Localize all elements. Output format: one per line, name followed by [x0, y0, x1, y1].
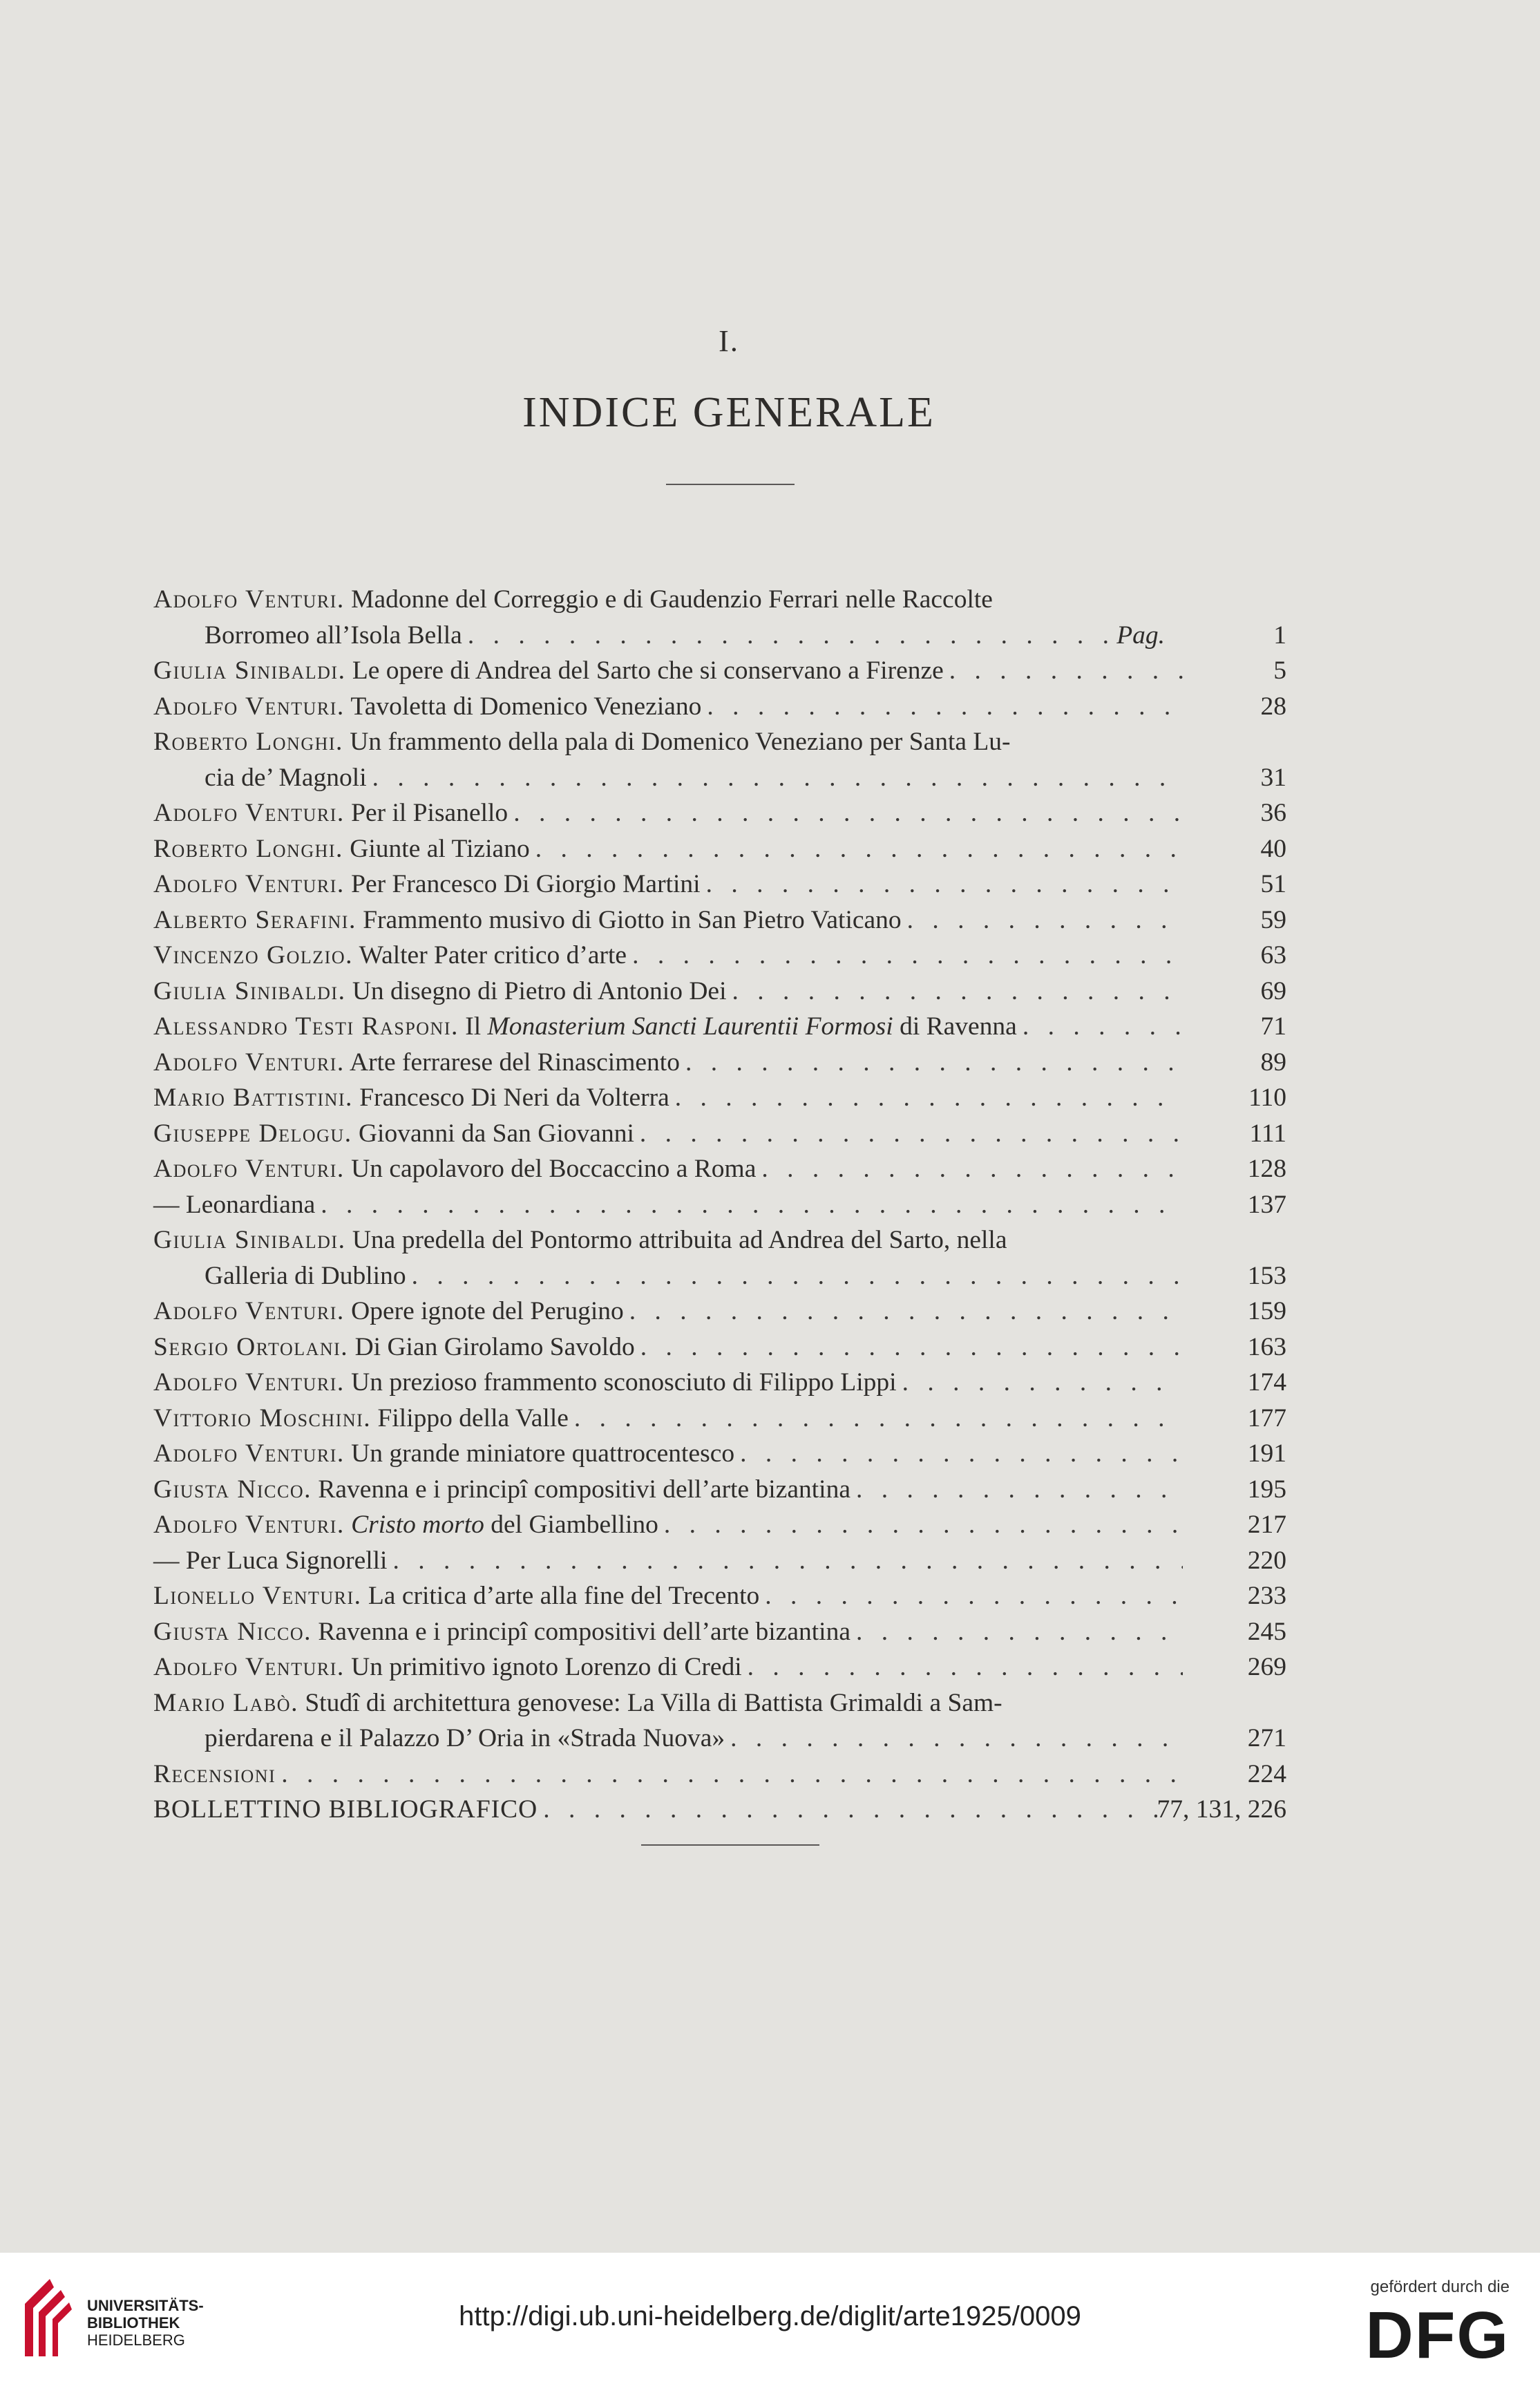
- toc-entry: [153, 1294, 1286, 1330]
- dfg-logo: DFG: [1365, 2298, 1510, 2372]
- entry-author: Adolfo Venturi.: [153, 1511, 345, 1539]
- entry-author: Adolfo Venturi.: [153, 1297, 345, 1325]
- page-number: 110: [1248, 1084, 1286, 1112]
- dot-leader: [624, 1294, 1183, 1330]
- entry-author: Alessandro Testi Rasponi.: [153, 1012, 459, 1041]
- entry-title: [345, 1511, 351, 1539]
- entry-author: Adolfo Venturi.: [153, 799, 345, 827]
- entry-line: [153, 1649, 742, 1685]
- source-url-link[interactable]: http://digi.ub.uni-heidelberg.de/diglit/arte1925/0009: [459, 2301, 1081, 2331]
- dot-leader: [276, 1757, 1183, 1792]
- entry-title: Francesco Di Neri da Volterra: [352, 1084, 669, 1112]
- entry-line: [153, 1151, 756, 1187]
- library-name-line2: BIBLIOTHEK: [87, 2314, 180, 2331]
- toc-entry: [153, 1472, 1286, 1508]
- entry-title: Un capolavoro del Boccaccino a Roma: [344, 1155, 757, 1183]
- entry-line: [153, 795, 508, 831]
- entry-author: Adolfo Venturi.: [153, 870, 345, 898]
- entry-title: del Giambellino: [484, 1511, 658, 1539]
- entry-author: Alberto Serafini.: [153, 905, 357, 934]
- dot-leader: [387, 1543, 1183, 1579]
- toc-entry: [153, 1757, 1286, 1792]
- entry-line: [153, 1222, 1007, 1258]
- entry-line: [153, 1401, 569, 1437]
- dot-leader: [538, 1792, 1157, 1828]
- entry-title: Walter Pater critico d’arte: [352, 941, 627, 969]
- entry-author: Sergio Ortolani.: [153, 1332, 349, 1361]
- page-number: 69: [1260, 976, 1286, 1005]
- dot-leader: [759, 1578, 1183, 1614]
- toc-entry: [153, 653, 1286, 689]
- entry-line: [153, 1365, 897, 1401]
- toc-entry: [153, 582, 1286, 653]
- dot-leader: [850, 1472, 1183, 1508]
- dot-leader: [902, 902, 1183, 938]
- page-number: 28: [1260, 692, 1286, 721]
- entry-title: BOLLETTINO BIBLIOGRAFICO: [153, 1795, 538, 1824]
- page-number: 89: [1260, 1048, 1286, 1077]
- entry-line: [153, 1472, 850, 1508]
- title-divider: [666, 484, 795, 485]
- toc-entry: [153, 1330, 1286, 1365]
- entry-continuation: [205, 1258, 406, 1294]
- page-number: 163: [1247, 1332, 1286, 1361]
- entry-author: Giusta Nicco.: [153, 1617, 312, 1646]
- entry-title: di Ravenna: [893, 1012, 1017, 1041]
- dot-leader: [727, 974, 1183, 1010]
- entry-title: Un primitivo ignoto Lorenzo di Credi: [344, 1653, 742, 1681]
- dot-leader: [669, 1080, 1183, 1116]
- entry-author: Giulia Sinibaldi.: [153, 1226, 346, 1254]
- entry-author: Adolfo Venturi.: [153, 1155, 345, 1183]
- entry-line: [153, 653, 944, 689]
- entry-author: Adolfo Venturi.: [153, 692, 345, 721]
- entry-title: Le opere di Andrea del Sarto che si conservano a Firenze: [345, 656, 944, 685]
- entry-author: Giulia Sinibaldi.: [153, 656, 346, 685]
- dot-leader: [897, 1365, 1183, 1401]
- dot-leader: [944, 653, 1183, 689]
- page-number: 191: [1247, 1439, 1286, 1468]
- page-number: 220: [1247, 1546, 1286, 1575]
- dot-leader: [634, 1116, 1183, 1152]
- page-title: INDICE GENERALE: [522, 389, 935, 436]
- toc-entry: [153, 902, 1286, 938]
- entry-title: Ravenna e i principî compositivi dell’arte bizantina: [312, 1475, 850, 1504]
- entry-title: Per Francesco Di Giorgio Martini: [344, 870, 701, 898]
- entry-line: [153, 1543, 387, 1579]
- page-number: 269: [1247, 1653, 1286, 1681]
- page-number: 153: [1247, 1261, 1286, 1290]
- entry-title: Un prezioso frammento sconosciuto di Filippo Lippi: [344, 1368, 897, 1397]
- dot-leader: [725, 1721, 1183, 1757]
- entry-author: Roberto Longhi.: [153, 728, 343, 756]
- dot-leader: [1017, 1009, 1183, 1045]
- entry-author: Vittorio Moschini.: [153, 1403, 372, 1432]
- entry-title: Madonne del Correggio e di Gaudenzio Ferrari nelle Raccolte: [344, 585, 993, 614]
- library-name-line3: HEIDELBERG: [87, 2331, 185, 2349]
- entry-author: Lionello Venturi.: [153, 1582, 362, 1610]
- entry-title: Frammento musivo di Giotto in San Pietro Vaticano: [356, 905, 902, 934]
- page-number: 224: [1247, 1759, 1286, 1788]
- toc-entry: [153, 1685, 1286, 1757]
- toc-entry: [153, 831, 1286, 867]
- page-number: 177: [1247, 1403, 1286, 1432]
- entry-title: Il: [458, 1012, 488, 1041]
- page-number: 128: [1247, 1155, 1286, 1183]
- entry-line: [153, 1045, 680, 1081]
- page-number: 5: [1273, 656, 1286, 685]
- entry-title: Un disegno di Pietro di Antonio Dei: [345, 976, 727, 1005]
- dot-leader: [315, 1187, 1183, 1223]
- entry-line: [153, 689, 701, 725]
- dot-leader: [569, 1401, 1183, 1437]
- toc-entry: [153, 1543, 1286, 1579]
- library-name-line1: UNIVERSITÄTS-: [87, 2297, 204, 2314]
- entry-line: [153, 1685, 1002, 1721]
- dot-leader: [701, 867, 1183, 902]
- entry-title: pierdarena e il Palazzo D’ Oria in «Strada Nuova»: [205, 1724, 725, 1752]
- toc-entry: [153, 1080, 1286, 1116]
- toc-entry: [153, 1578, 1286, 1614]
- page-number: 31: [1260, 763, 1286, 792]
- entry-author: Recensioni: [153, 1759, 276, 1788]
- entry-line: [153, 724, 1011, 760]
- page-label: Pag.: [1116, 621, 1165, 650]
- entry-author: Giusta Nicco.: [153, 1475, 312, 1504]
- page-number: 71: [1260, 1012, 1286, 1041]
- page-number: 159: [1247, 1297, 1286, 1325]
- table-of-contents: [153, 582, 1286, 1828]
- entry-line: [153, 938, 627, 974]
- toc-entry: [153, 1507, 1286, 1543]
- page-number: 1: [1273, 621, 1286, 650]
- entry-title: Per il Pisanello: [344, 799, 508, 827]
- entry-title: Di Gian Girolamo Savoldo: [348, 1332, 635, 1361]
- entry-line: [153, 1436, 734, 1472]
- dot-leader: [850, 1614, 1183, 1650]
- entry-author: Giuseppe Delogu.: [153, 1119, 352, 1148]
- page-number: 174: [1247, 1368, 1286, 1397]
- dot-leader: [658, 1507, 1183, 1543]
- entry-line: [153, 1009, 1017, 1045]
- entry-author: Giulia Sinibaldi.: [153, 976, 346, 1005]
- page-number: 63: [1260, 941, 1286, 969]
- entry-author: Mario Battistini.: [153, 1084, 353, 1112]
- entry-title-italic: Monasterium Sancti Laurentii Formosi: [487, 1012, 893, 1041]
- toc-entry: [153, 974, 1286, 1010]
- page-number: 217: [1247, 1511, 1286, 1539]
- entry-author: Vincenzo Golzio.: [153, 941, 353, 969]
- entry-continuation: [205, 760, 367, 796]
- dot-leader: [367, 760, 1183, 796]
- page-number: 36: [1260, 799, 1286, 827]
- toc-entry: [153, 1045, 1286, 1081]
- entry-title: Galleria di Dublino: [205, 1261, 406, 1290]
- toc-entry: [153, 1222, 1286, 1294]
- dot-leader: [406, 1258, 1183, 1294]
- entry-author: Adolfo Venturi.: [153, 585, 345, 614]
- entry-line: [153, 831, 530, 867]
- entry-line: [153, 1578, 759, 1614]
- dot-leader: [462, 618, 1116, 654]
- toc-entry: [153, 938, 1286, 974]
- entry-title: Studî di architettura genovese: La Villa di Battista Grimaldi a Sam-: [298, 1688, 1002, 1717]
- toc-entry: [153, 1365, 1286, 1401]
- dot-leader: [680, 1045, 1183, 1081]
- dot-leader: [701, 689, 1183, 725]
- entry-line: [153, 1757, 276, 1792]
- entry-author: Adolfo Venturi.: [153, 1048, 345, 1077]
- section-number: I.: [719, 324, 739, 358]
- page-number: 137: [1247, 1190, 1286, 1219]
- page-number: 233: [1247, 1582, 1286, 1610]
- dot-leader: [530, 831, 1183, 867]
- toc-entry: [153, 1614, 1286, 1650]
- entry-continuation: [205, 1721, 725, 1757]
- toc-entry: [153, 1187, 1286, 1223]
- toc-entry: [153, 867, 1286, 902]
- entry-author: Adolfo Venturi.: [153, 1368, 345, 1397]
- toc-entry: [153, 795, 1286, 831]
- dot-leader: [734, 1436, 1183, 1472]
- entry-title: Filippo della Valle: [371, 1403, 569, 1432]
- toc-entry: [153, 1792, 1286, 1828]
- page-number: 77, 131, 226: [1157, 1795, 1286, 1824]
- dot-leader: [756, 1151, 1183, 1187]
- entry-line: [153, 1294, 624, 1330]
- digitization-footer: [0, 2253, 1540, 2384]
- toc-entry: [153, 724, 1286, 795]
- entry-line: [153, 1116, 634, 1152]
- entry-author: Adolfo Venturi.: [153, 1653, 345, 1681]
- entry-title: Giunte al Tiziano: [343, 834, 530, 863]
- page-number: 59: [1260, 905, 1286, 934]
- entry-title: Opere ignote del Perugino: [344, 1297, 624, 1325]
- entry-title-italic: Cristo morto: [351, 1511, 484, 1539]
- entry-line: [153, 974, 727, 1010]
- dot-leader: [508, 795, 1183, 831]
- toc-entry: [153, 1116, 1286, 1152]
- entry-title: Tavoletta di Domenico Veneziano: [344, 692, 702, 721]
- dot-leader: [635, 1330, 1183, 1365]
- entry-title: Un frammento della pala di Domenico Veneziano per Santa Lu-: [343, 728, 1011, 756]
- entry-line: [153, 1614, 850, 1650]
- dot-leader: [742, 1649, 1183, 1685]
- entry-line: [153, 902, 902, 938]
- dot-leader: [627, 938, 1183, 974]
- page-number: 271: [1247, 1724, 1286, 1752]
- page-number: 40: [1260, 834, 1286, 863]
- entry-title: Borromeo all’Isola Bella: [205, 621, 462, 650]
- toc-entry: [153, 1649, 1286, 1685]
- entry-title: Una predella del Pontormo attribuita ad Andrea del Sarto, nella: [345, 1226, 1007, 1254]
- entry-title: — Per Luca Signorelli: [153, 1546, 388, 1575]
- entry-title: La critica d’arte alla fine del Trecento: [361, 1582, 760, 1610]
- entry-title: cia de’ Magnoli: [205, 763, 367, 792]
- entry-line: [153, 1792, 538, 1828]
- entry-author: Mario Labò.: [153, 1688, 298, 1717]
- end-divider: [641, 1844, 819, 1846]
- entry-title: Un grande miniatore quattrocentesco: [344, 1439, 735, 1468]
- entry-author: Adolfo Venturi.: [153, 1439, 345, 1468]
- entry-line: [153, 867, 701, 902]
- toc-entry: [153, 1151, 1286, 1187]
- entry-title: — Leonardiana: [153, 1190, 316, 1219]
- entry-line: [153, 582, 993, 618]
- page-number: 111: [1249, 1119, 1286, 1148]
- entry-title: Ravenna e i principî compositivi dell’arte bizantina: [312, 1617, 850, 1646]
- entry-line: [153, 1507, 658, 1543]
- toc-entry: [153, 1436, 1286, 1472]
- entry-title: Giovanni da San Giovanni: [352, 1119, 634, 1148]
- funded-by-label: gefördert durch die: [1370, 2278, 1510, 2296]
- entry-title: Arte ferrarese del Rinascimento: [344, 1048, 680, 1077]
- entry-line: [153, 1080, 669, 1116]
- page-number: 195: [1247, 1475, 1286, 1504]
- entry-line: [153, 1330, 635, 1365]
- toc-entry: [153, 689, 1286, 725]
- entry-continuation: [205, 618, 462, 654]
- toc-entry: [153, 1009, 1286, 1045]
- page-number: 51: [1260, 870, 1286, 898]
- page-number: 245: [1247, 1617, 1286, 1646]
- entry-author: Roberto Longhi.: [153, 834, 343, 863]
- toc-entry: [153, 1401, 1286, 1437]
- entry-line: [153, 1187, 315, 1223]
